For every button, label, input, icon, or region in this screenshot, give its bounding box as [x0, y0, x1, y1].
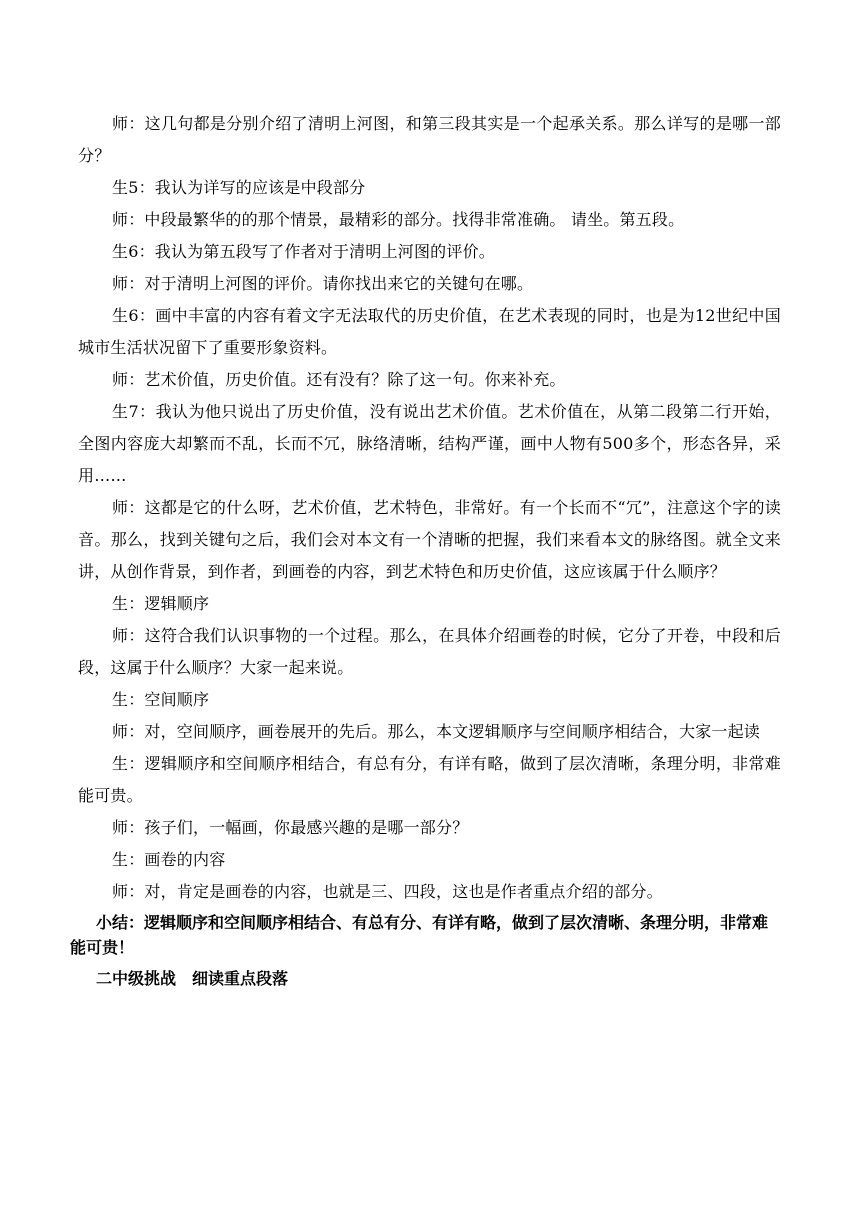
dialogue-paragraph: 生：逻辑顺序	[112, 594, 210, 613]
dialogue-paragraph: 生6：画中丰富的内容有着文字无法取代的历史价值，在艺术表现的同时，也是为12世纪中国城市生活状况留下了重要形象资料。	[78, 306, 781, 357]
document-body	[70, 108, 781, 994]
dialogue-paragraph: 师：对，空间顺序，画卷展开的先后。那么，本文逻辑顺序与空间顺序相结合，大家一起读	[112, 722, 761, 741]
summary-paragraph: 小结：逻辑顺序和空间顺序相结合、有总有分、有详有略，做到了层次清晰、条理分明，非常难能可贵！	[70, 913, 769, 957]
dialogue-paragraph: 师：对，肯定是画卷的内容，也就是三、四段，这也是作者重点介绍的部分。	[112, 882, 663, 901]
dialogue-paragraph: 生：画卷的内容	[112, 850, 226, 869]
dialogue-paragraph: 师：对于清明上河图的评价。请你找出来它的关键句在哪。	[112, 274, 534, 293]
dialogue-paragraph: 师：这符合我们认识事物的一个过程。那么，在具体介绍画卷的时候，它分了开卷，中段和后段，这属于什么顺序？大家一起来说。	[78, 626, 781, 677]
dialogue-paragraph: 师：这几句都是分别介绍了清明上河图，和第三段其实是一个起承关系。那么详写的是哪一部分？	[78, 114, 781, 165]
dialogue-paragraph: 生7：我认为他只说出了历史价值，没有说出艺术价值。艺术价值在，从第二段第二行开始，全图内容庞大却繁而不乱，长而不冗，脉络清晰，结构严谨，画中人物有500多个，形态各异，采用……	[78, 402, 781, 485]
dialogue-paragraph: 生5：我认为详写的应该是中段部分	[112, 178, 366, 197]
section-heading: 二中级挑战 细读重点段落	[96, 969, 289, 988]
dialogue-paragraph: 师：这都是它的什么呀，艺术价值，艺术特色，非常好。有一个长而不“冗”，注意这个字的读音。那么，找到关键句之后，我们会对本文有一个清晰的把握，我们来看本文的脉络图。就全文来讲，从创作背景，到作者，到画卷的内容，到艺术特色和历史价值，这应该属于什么顺序？	[78, 498, 781, 581]
dialogue-paragraph: 师：中段最繁华的的那个情景，最精彩的部分。找得非常准确。 请坐。第五段。	[112, 210, 685, 229]
dialogue-paragraph: 生：逻辑顺序和空间顺序相结合，有总有分，有详有略，做到了层次清晰，条理分明，非常难能可贵。	[78, 754, 781, 805]
dialogue-paragraph: 生：空间顺序	[112, 690, 210, 709]
dialogue-paragraph: 生6：我认为第五段写了作者对于清明上河图的评价。	[112, 242, 495, 261]
dialogue-paragraph: 师：孩子们，一幅画，你最感兴趣的是哪一部分？	[112, 818, 469, 837]
dialogue-paragraph: 师：艺术价值，历史价值。还有没有？除了这一句。你来补充。	[112, 370, 566, 389]
